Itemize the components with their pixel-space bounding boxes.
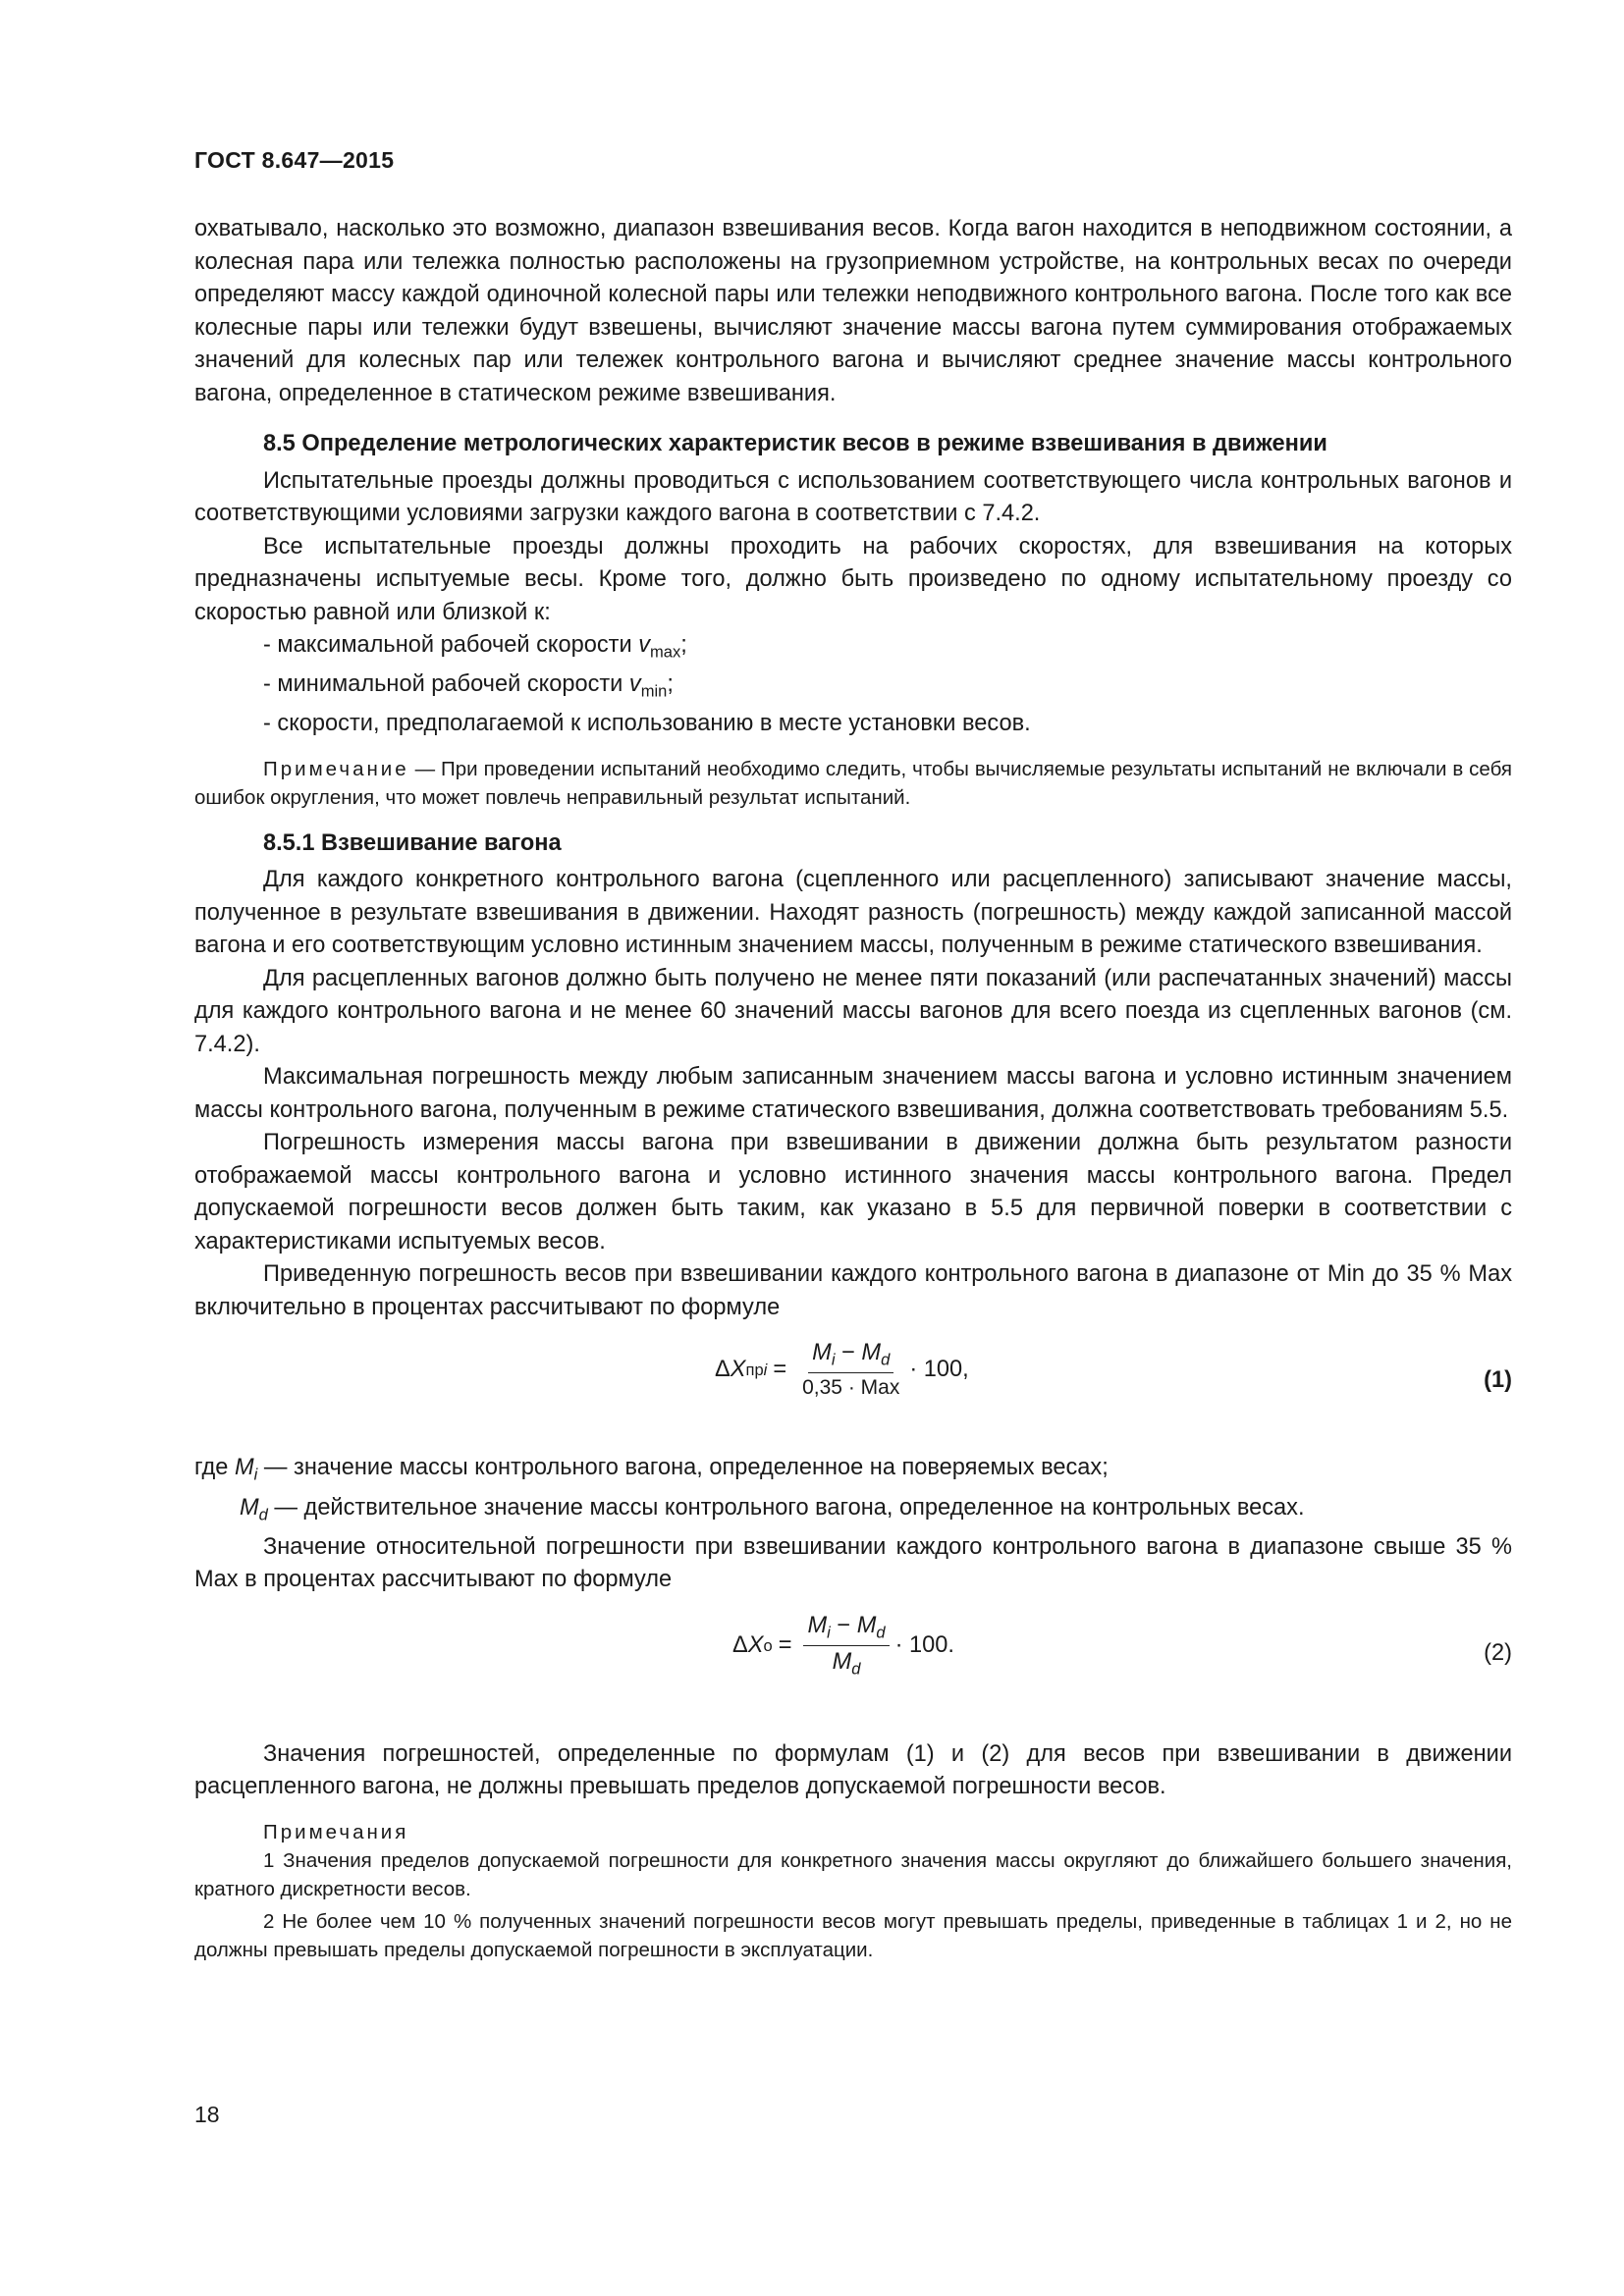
speed-list-item-site: - скорости, предполагаемой к использованию в месте установки весов.	[263, 711, 1031, 737]
note-2: 2 Не более чем 10 % полученных значений погрешности весов могут превышать пределы, приведенные в таблицах 1 и 2, но не должны превышать пределы допускаемой погрешности в эксплуатации.	[194, 1909, 1512, 1961]
section-8-5-paragraph-1: Испытательные проезды должны проводиться с использованием соответствующего числа контрольных вагонов и соответствующими условиями загрузки каждого вагона в соответствии с 7.4.2.	[194, 467, 1512, 526]
section-8-5-1-paragraph-5: Приведенную погрешность весов при взвешивании каждого контрольного вагона в диапазоне от Min до 35 % Max включительно в процентах рассчитывают по формуле	[194, 1261, 1512, 1320]
formula-1-legend-mi: где $M_i$ — значение массы контрольного вагона, определенное на поверяемых весах;	[194, 1455, 1109, 1485]
section-8-5-1-paragraph-1: Для каждого конкретного контрольного вагона (сцепленного или расцепленного) записывают значение массы, полученное в результате взвешивания в движении. Находят разность (погрешность) между каждой записанной массой вагона и его соответствующим условно истинным значением массы, полученным в режиме статического взвешивания.	[194, 867, 1512, 959]
formula-2-fraction: $\frac{M_i - M_d}{M_d}$	[803, 1613, 889, 1679]
formula-1	[194, 1324, 1512, 1452]
speed-list-item-min: - минимальной рабочей скорости $v_{min}$;	[263, 671, 674, 701]
section-8-5-paragraph-2: Все испытательные проезды должны проходить на рабочих скоростях, для взвешивания на которых предназначены испытуемые весы. Кроме того, должно быть произведено по одному испытательному проезду со скоростью равной или близкой к:	[194, 533, 1512, 625]
section-8-5-heading: 8.5 Определение метрологических характеристик весов в режиме взвешивания в движении	[263, 431, 1327, 456]
formula-2-number: (2)	[1484, 1639, 1512, 1666]
notes-label: Примечания	[263, 1820, 409, 1843]
section-8-5-1-paragraph-2: Для расцепленных вагонов должно быть получено не менее пяти показаний (или распечатанных значений) массы для каждого контрольного вагона и не менее 60 значений массы вагонов для всего поезда из сцепленных вагонов (см. 7.4.2).	[194, 965, 1512, 1057]
section-8-5-note: Примечание — При проведении испытаний необходимо следить, чтобы вычисляемые результаты испытаний не включали в себя ошибок округления, что может повлечь неправильный результат испытаний.	[194, 757, 1512, 809]
formula-2-expression: Δ X о = $\frac{M_i - M_d}{M_d}$ · 100.	[732, 1612, 954, 1679]
formula-1-number: (1)	[1484, 1367, 1512, 1394]
formula-1-legend-md: $M_d$ — действительное значение массы контрольного вагона, определенное на контрольных весах.	[240, 1494, 1305, 1524]
section-8-5-1-heading: 8.5.1 Взвешивание вагона	[263, 829, 562, 856]
section-8-5-1-paragraph-3: Максимальная погрешность между любым записанным значением массы вагона и условно истинным значением массы контрольного вагона, полученным в режиме статического взвешивания, должна соответствовать требованиям 5.5.	[194, 1064, 1512, 1123]
formula-1-fraction: $\frac{M_i - M_d}{\text{0,35 · Max}}$	[802, 1340, 900, 1400]
speed-list-item-max: - максимальной рабочей скорости $v_{max}$;	[263, 632, 687, 662]
final-paragraph: Значения погрешностей, определенные по формулам (1) и (2) для весов при взвешивании в движении расцепленного вагона, не должны превышать пределов допускаемой погрешности весов.	[194, 1740, 1512, 1800]
relative-error-paragraph: Значение относительной погрешности при взвешивании каждого контрольного вагона в диапазоне свыше 35 % Max в процентах рассчитывают по формуле	[194, 1533, 1512, 1593]
note-1: 1 Значения пределов допускаемой погрешности для конкретного значения массы округляют до ближайшего большего значения, кратного дискретности весов.	[194, 1848, 1512, 1900]
document-page	[194, 147, 1512, 1968]
page-number: 18	[194, 2102, 220, 2127]
document-header: ГОСТ 8.647—2015	[194, 147, 395, 173]
section-8-5-1-paragraph-4: Погрешность измерения массы вагона при взвешивании в движении должна быть результатом разности отображаемой массы контрольного вагона и условно истинного значения массы контрольного вагона. Предел допускаемой погрешности весов должен быть таким, как указано в 5.5 для первичной поверки в соответствии с характеристиками испытуемых весов.	[194, 1130, 1512, 1255]
formula-1-expression: Δ X прi = $\frac{M_i - M_d}{\text{0,35 · Max}}$ · 100,	[715, 1340, 969, 1400]
intro-paragraph: охватывало, насколько это возможно, диапазон взвешивания весов. Когда вагон находится в неподвижном состоянии, а колесная пара или тележка полностью расположены на грузоприемном устройстве, на контрольных весах по очереди определяют массу каждой одиночной колесной пары или тележки неподвижного контрольного вагона. После того как все колесные пары или тележки будут взвешены, вычисляют значение массы вагона путем суммирования отображаемых значений для колесных пар или тележек контрольного вагона и вычисляют среднее значение массы контрольного вагона, определенное в статическом режиме взвешивания.	[194, 216, 1512, 406]
formula-2	[194, 1597, 1512, 1725]
